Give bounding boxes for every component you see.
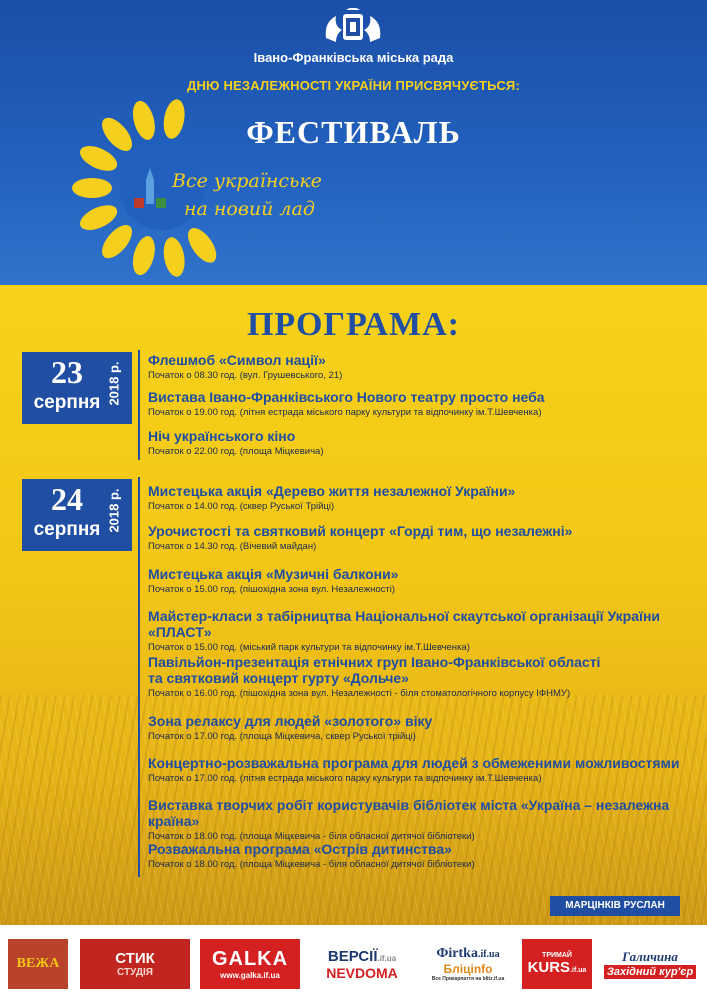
signature-badge: МАРЦІНКІВ РУСЛАН	[550, 896, 680, 916]
event-item	[148, 713, 698, 743]
event-title: Вистава Івано-Франківського Нового театру просто неба	[148, 389, 545, 405]
date-badge-23	[22, 352, 132, 424]
event-item	[148, 389, 698, 419]
dedication-line: ДНЮ НЕЗАЛЕЖНОСТІ УКРАЇНИ ПРИСВЯЧУЄТЬСЯ:	[186, 78, 520, 93]
event-item	[148, 483, 698, 513]
event-item	[148, 797, 698, 843]
kurs-suffix: .if.ua	[570, 967, 587, 974]
firtka-wrap	[436, 946, 499, 962]
event-title: Мистецька акція «Дерево життя незалежної України»	[148, 483, 516, 499]
event-title: Ніч українського кіно	[148, 428, 296, 444]
event-title: Виставка творчих робіт користувачів бібліотек міста «Україна – незалежна країна»	[148, 797, 670, 829]
blue-header-band	[0, 0, 707, 285]
date-day: 23	[51, 354, 83, 390]
event-title: Концертно-розважальна програма для людей з обмеженими можливостями	[148, 755, 680, 771]
event-item	[148, 428, 698, 458]
date-month: серпня	[33, 519, 101, 540]
event-details: Початок о 17.00 год. (площа Міцкевича, сквер Руської трійці)	[148, 731, 416, 742]
festival-title: ФЕСТИВАЛЬ	[246, 114, 461, 150]
city-crest-icon	[322, 8, 384, 48]
event-item	[148, 566, 698, 596]
versii-wrap	[328, 948, 396, 965]
logo-galka	[200, 939, 300, 989]
firtka-suffix: .if.ua	[477, 949, 500, 960]
event-title: Мистецька акція «Музичні балкони»	[148, 566, 399, 582]
council-name: Івано-Франківська міська рада	[253, 50, 454, 65]
date-year: 2018 р.	[106, 361, 122, 406]
event-item	[148, 352, 698, 382]
event-title: Флешмоб «Символ нації»	[148, 352, 326, 368]
kurs-name: KURS	[527, 959, 571, 976]
date-day: 24	[51, 481, 83, 517]
date-year: 2018 р.	[106, 488, 122, 533]
event-title: Павільйон-презентація етнічних груп Івано-Франківської області	[148, 654, 601, 670]
event-title: Зона релаксу для людей «золотого» віку	[148, 713, 433, 729]
date-badge-24	[22, 479, 132, 551]
event-item	[148, 523, 698, 553]
nevdoma-name: NEVDOMA	[326, 964, 398, 981]
day-divider	[138, 350, 140, 460]
event-details: Початок о 15.00 год. (пішохідна зона вул. Незалежності)	[148, 584, 395, 595]
event-details: Початок о 14.30 год. (Вічевий майдан)	[148, 541, 317, 552]
event-item	[148, 841, 698, 871]
event-title: Розважальна програма «Острів дитинства»	[148, 841, 452, 857]
slogan-line-2: на новий лад	[184, 198, 315, 220]
event-details: Початок о 08.30 год. (вул. Грушевського, 21)	[148, 370, 343, 381]
event-details: Початок о 19.00 год. (літня естрада міського парку культури та відпочинку ім.Т.Шевченка)	[148, 407, 542, 418]
event-details: Початок о 18.00 год. (площа Міцкевича - біля обласної дитячої бібліотеки)	[148, 859, 475, 870]
event-title: Майстер-класи з табірництва Національної скаутської організації України «ПЛАСТ»	[148, 608, 661, 640]
date-month: серпня	[33, 392, 101, 413]
logo-halychyna-kurier	[600, 939, 700, 989]
event-details: Початок о 16.00 год. (пішохідна зона вул. Незалежності - біля стоматологічного корпусу ІФНМУ)	[148, 688, 571, 699]
program-title: ПРОГРАМА:	[246, 306, 461, 343]
event-details: Початок о 18.00 год. (площа Міцкевича - біля обласної дитячої бібліотеки)	[148, 831, 475, 842]
logo-vezha: ВЕЖА	[8, 939, 68, 989]
event-details: Початок о 14.00 год. (сквер Руської Трійці)	[148, 501, 335, 512]
galka-url: www.galka.if.ua	[220, 971, 280, 980]
slogan-line-1: Все українське	[172, 170, 322, 192]
blits-suffix: info	[470, 962, 493, 976]
kurier-name: Західний кур'єр	[604, 965, 696, 979]
blits-note: Все Прикарпаття на blitz.if.ua	[431, 976, 505, 982]
event-details: Початок о 17.00 год. (літня естрада міського парку культури та відпочинку ім.Т.Шевченка)	[148, 773, 542, 784]
versii-suffix: .if.ua	[377, 953, 397, 963]
styk-sub: СТУДІЯ	[117, 967, 153, 978]
galka-name: GALKA	[211, 948, 289, 970]
event-title-line2: та святковий концерт гурту «Дольче»	[148, 670, 409, 686]
logo-versii-nevdoma	[312, 939, 412, 989]
event-item	[148, 755, 698, 785]
event-details: Початок о 15.00 год. (міський парк культури та відпочинку ім.Т.Шевченка)	[148, 642, 470, 653]
firtka-name: Фirtka	[436, 946, 478, 961]
logo-kurs	[522, 939, 592, 989]
event-details: Початок о 22.00 год. (площа Міцкевича)	[148, 446, 324, 457]
blits-wrap	[444, 962, 493, 976]
logo-styk	[80, 939, 190, 989]
logo-firtka-blits	[418, 939, 518, 989]
day-divider	[138, 477, 140, 877]
blits-name: Бліц	[443, 962, 471, 976]
styk-name: СТИК	[115, 950, 155, 967]
event-item	[148, 608, 698, 654]
tryma-text: ТРИМАЙ	[542, 952, 572, 959]
sponsor-logos-strip	[0, 925, 707, 1000]
event-title: Урочистості та святковий концерт «Горді тим, що незалежні»	[148, 523, 573, 539]
kurs-wrap	[528, 959, 587, 976]
halychyna-name: Галичина	[622, 949, 678, 964]
event-item	[148, 654, 698, 700]
versii-name: ВЕРСІЇ	[327, 947, 378, 965]
